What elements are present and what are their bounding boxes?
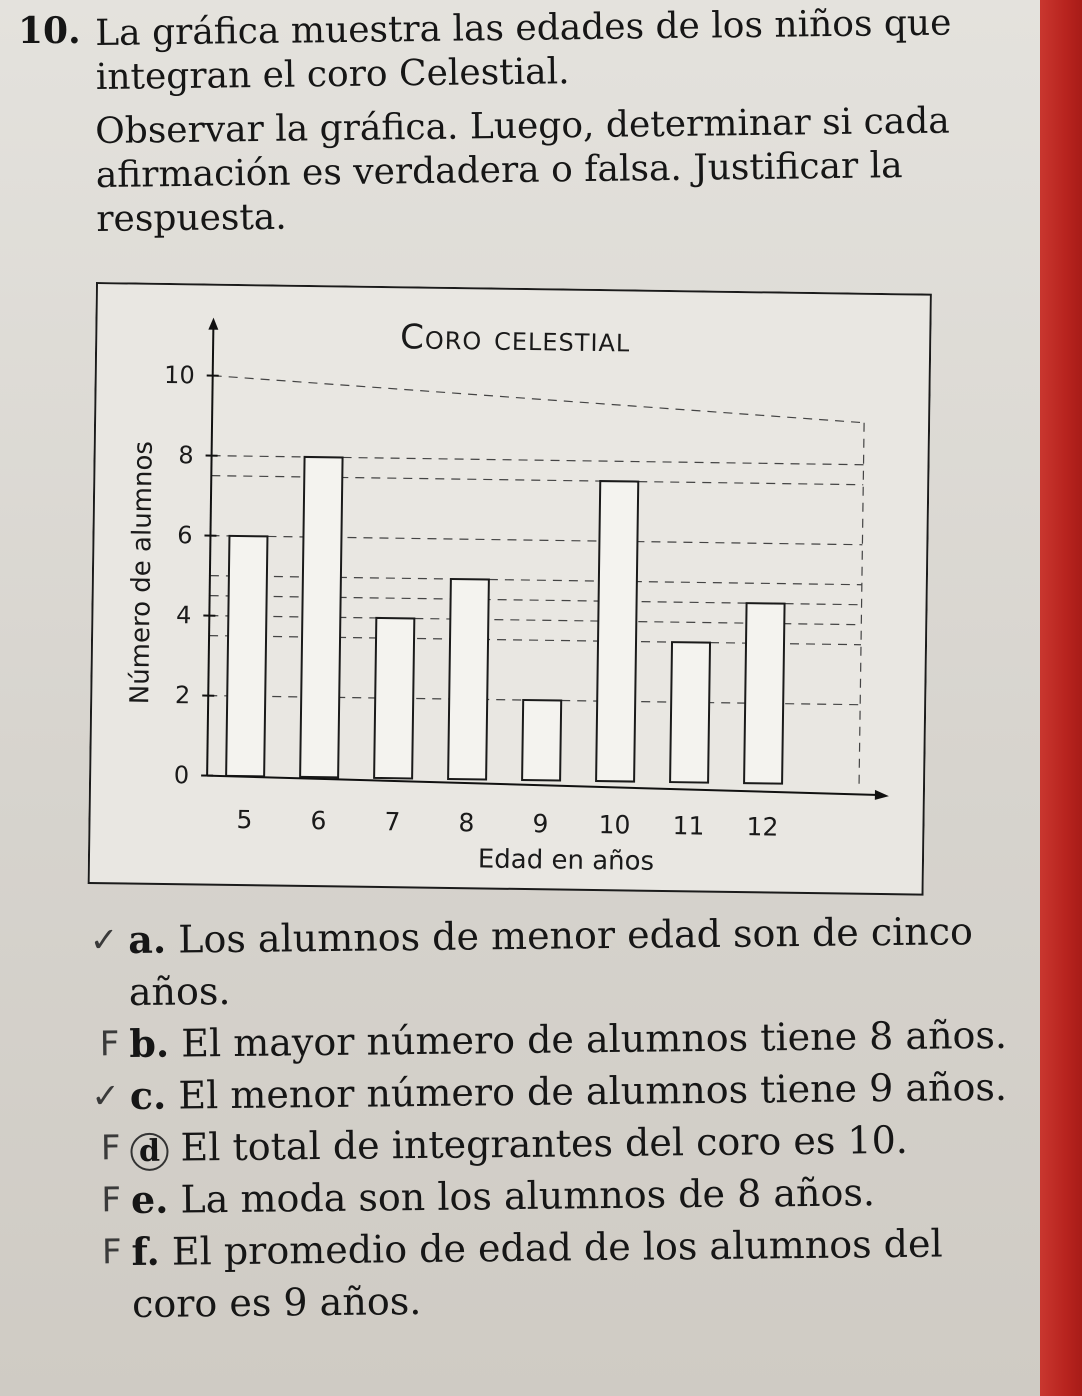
y-axis-label: Número de alumnos <box>125 440 159 705</box>
x-tick-label: 9 <box>532 809 549 839</box>
x-tick-label: 5 <box>236 805 253 835</box>
question-intro: La gráfica muestra las edades de los niños que integran el coro Celestial. <box>95 2 952 98</box>
statement-text: La moda son los alumnos de 8 años. <box>180 1170 876 1222</box>
false-mark: F <box>99 1024 120 1065</box>
question-number: 10. <box>18 10 81 52</box>
chart-container <box>88 282 932 902</box>
y-tick-label: 10 <box>163 360 195 390</box>
statement-text: El total de integrantes del coro es 10. <box>180 1117 909 1170</box>
check-mark-icon: ✓ <box>91 1076 121 1117</box>
statement-text-continued: coro es 9 años. <box>131 1279 422 1327</box>
x-tick-label: 12 <box>746 812 779 842</box>
statement-letter-circled: d <box>130 1133 168 1171</box>
bar-age-9 <box>522 700 561 781</box>
statement-text: Los alumnos de menor edad son de cinco <box>177 909 974 962</box>
x-tick-label: 10 <box>598 810 631 840</box>
bar-age-11 <box>670 642 710 783</box>
bar-age-10 <box>596 481 638 782</box>
statement-text: El menor número de alumnos tiene 9 años. <box>178 1064 1008 1118</box>
x-axis-label: Edad en años <box>477 844 655 877</box>
x-tick-label: 8 <box>458 808 475 838</box>
y-tick-label: 6 <box>176 521 193 550</box>
bar-age-5 <box>226 536 267 777</box>
question-instruction: Observar la gráfica. Luego, determinar si cada afirmación es verdadera o falsa. Justificar la respuesta. <box>95 100 950 240</box>
red-page-edge <box>1040 0 1082 1396</box>
x-tick-label: 6 <box>310 806 327 836</box>
bar-age-8 <box>448 579 489 780</box>
y-tick-label: 4 <box>175 601 192 630</box>
statement-letter: a. <box>128 916 167 963</box>
statement-letter: e. <box>130 1176 169 1223</box>
statement-f <box>41 1217 1032 1331</box>
y-tick-label: 2 <box>174 681 191 710</box>
statements-list <box>38 905 1032 1331</box>
statement-letter: b. <box>129 1020 170 1067</box>
statement-text-continued: años. <box>128 968 231 1015</box>
y-tick-label: 0 <box>173 761 190 790</box>
chart-title: Coro celestial <box>399 317 631 361</box>
bar-chart <box>88 282 932 902</box>
false-mark: F <box>101 1180 122 1221</box>
statement-letter: c. <box>129 1072 167 1119</box>
bar-age-7 <box>374 618 414 779</box>
y-tick-label: 8 <box>178 441 194 470</box>
bar-age-12 <box>744 603 785 784</box>
false-mark: F <box>101 1232 122 1273</box>
statement-text: El mayor número de alumnos tiene 8 años. <box>181 1012 1008 1066</box>
statement-letter: f. <box>131 1228 160 1275</box>
statement-text: El promedio de edad de los alumnos del <box>171 1221 943 1274</box>
x-tick-label: 7 <box>384 807 401 837</box>
x-tick-label: 11 <box>672 811 705 841</box>
check-mark-icon: ✓ <box>89 920 119 961</box>
statement-a <box>38 905 1029 1019</box>
bar-age-6 <box>300 457 342 777</box>
false-mark: F <box>100 1128 121 1169</box>
